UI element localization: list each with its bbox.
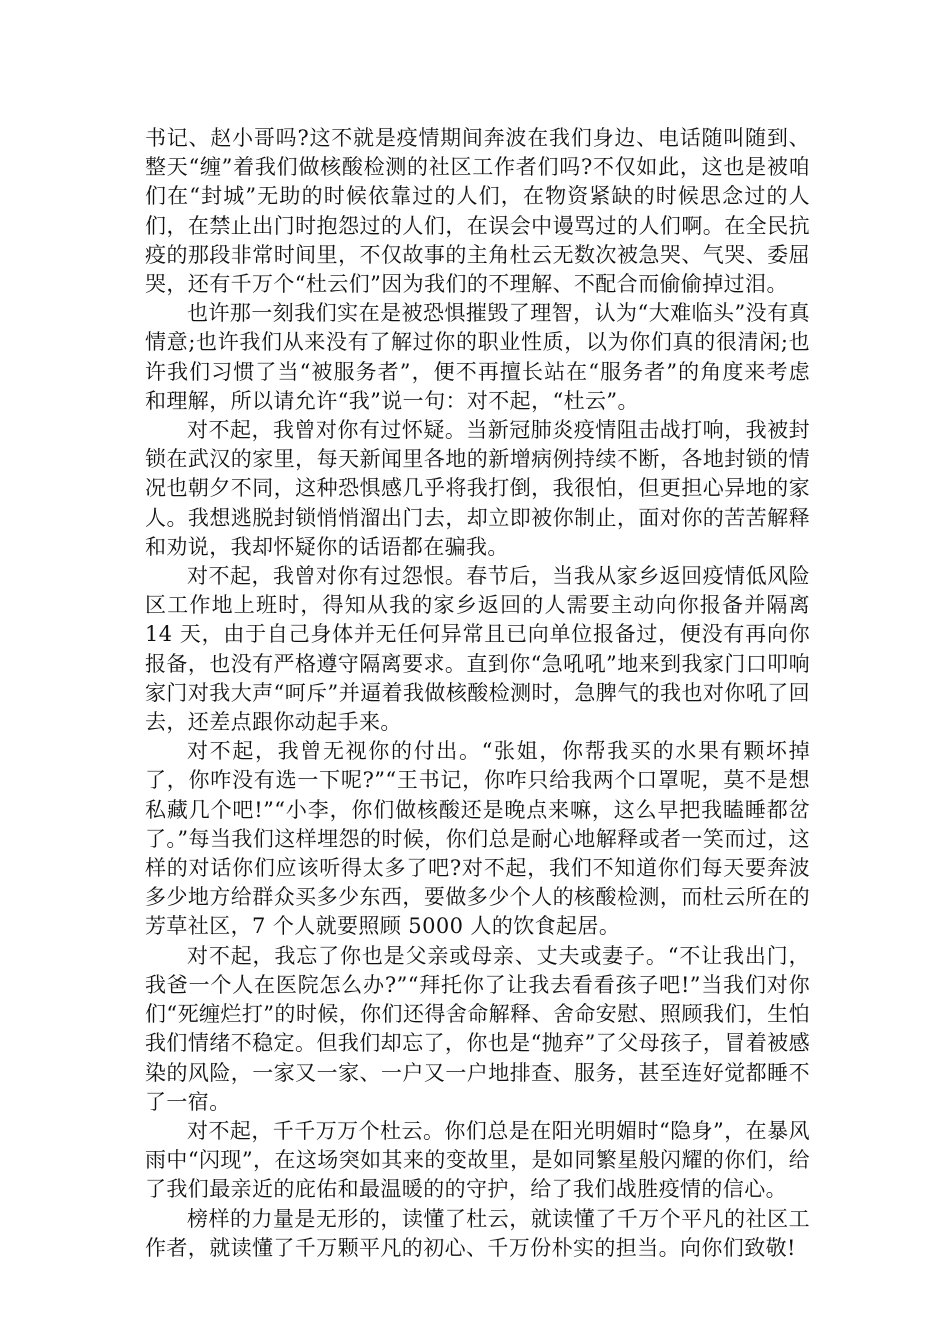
paragraph-family: 对不起，我忘了你也是父亲或母亲、丈夫或妻子。“不让我出门，我爸一个人在医院怎么办?”“拜托你了让我去看看孩子吧!”当我们对你们“死缠烂打”的时候，你们还得舍命解释、舍命安慰、照顾我们，生怕我们情绪不稳定。但我们却忘了，你也是“抛弃”了父母孩子，冒着被感染的风险，一家又一家、一户又一户地排查、服务，甚至连好觉都睡不了一宿。 [145, 943, 810, 1114]
paragraph-ignored-effort: 对不起，我曾无视你的付出。“张姐，你帮我买的水果有颗坏掉了，你咋没有选一下呢?”“王书记，你咋只给我两个口罩呢，莫不是想私藏几个吧!”“小李，你们做核酸还是晚点来嘛，这么早把我瞌睡都岔了。”每当我们这样埋怨的时候，你们总是耐心地解释或者一笑而过，这样的对话你们应该听得太多了吧?对不起，我们不知道你们每天要奔波多少地方给群众买多少东西，要做多少个人的核酸检测，而杜云所在的芳草社区，7 个人就要照顾 5000 人的饮食起居。 [145, 739, 810, 939]
paragraph-doubt: 对不起，我曾对你有过怀疑。当新冠肺炎疫情阻击战打响，我被封锁在武汉的家里，每天新闻里各地的新增病例持续不断，各地封锁的情况也朝夕不同，这种恐惧感几乎将我打倒，我很怕，但更担心异地的家人。我想逃脱封锁悄悄溜出门去，却立即被你制止，面对你的苦苦解释和劝说，我却怀疑你的话语都在骗我。 [145, 418, 810, 559]
paragraph-thousands: 对不起，千千万万个杜云。你们总是在阳光明媚时“隐身”，在暴风雨中“闪现”，在这场突如其来的变故里，是如同繁星般闪耀的你们，给了我们最亲近的庇佑和最温暖的的守护，给了我们战胜疫情的信心。 [145, 1118, 810, 1202]
paragraph-apology-intro: 也许那一刻我们实在是被恐惧摧毁了理智，认为“大难临头”没有真情意;也许我们从来没有了解过你的职业性质，以为你们真的很清闲;也许我们习惯了当“被服务者”，便不再擅长站在“服务者”的角度来考虑和理解，所以请允许“我”说一句：对不起，“杜云”。 [145, 301, 810, 413]
paragraph-resentment: 对不起，我曾对你有过怨恨。春节后，当我从家乡返回疫情低风险区工作地上班时，得知从我的家乡返回的人需要主动向你报备并隔离 14 天，由于自己身体并无任何异常且已向单位报备过，便没有再向你报备，也没有严格遵守隔离要求。直到你“急吼吼”地来到我家门口叩响家门对我大声“呵斥”并逼着我做核酸检测时，急脾气的我也对你吼了回去，还差点跟你动起手来。 [145, 564, 810, 735]
article-body [145, 124, 810, 1263]
paragraph-continuation: 书记、赵小哥吗?这不就是疫情期间奔波在我们身边、电话随叫随到、整天“缠”着我们做核酸检测的社区工作者们吗?不仅如此，这也是被咱们在“封城”无助的时候依靠过的人们，在物资紧缺的时候思念过的人们，在禁止出门时抱怨过的人们，在误会中谩骂过的人们啊。在全民抗疫的那段非常时间里，不仅故事的主角杜云无数次被急哭、气哭、委屈哭，还有千万个“杜云们”因为我们的不理解、不配合而偷偷掉过泪。 [145, 126, 810, 297]
paragraph-conclusion: 榜样的力量是无形的，读懂了杜云，就读懂了千万个平凡的社区工作者，就读懂了千万颗平凡的初心、千万份朴实的担当。向你们致敬! [145, 1206, 810, 1260]
